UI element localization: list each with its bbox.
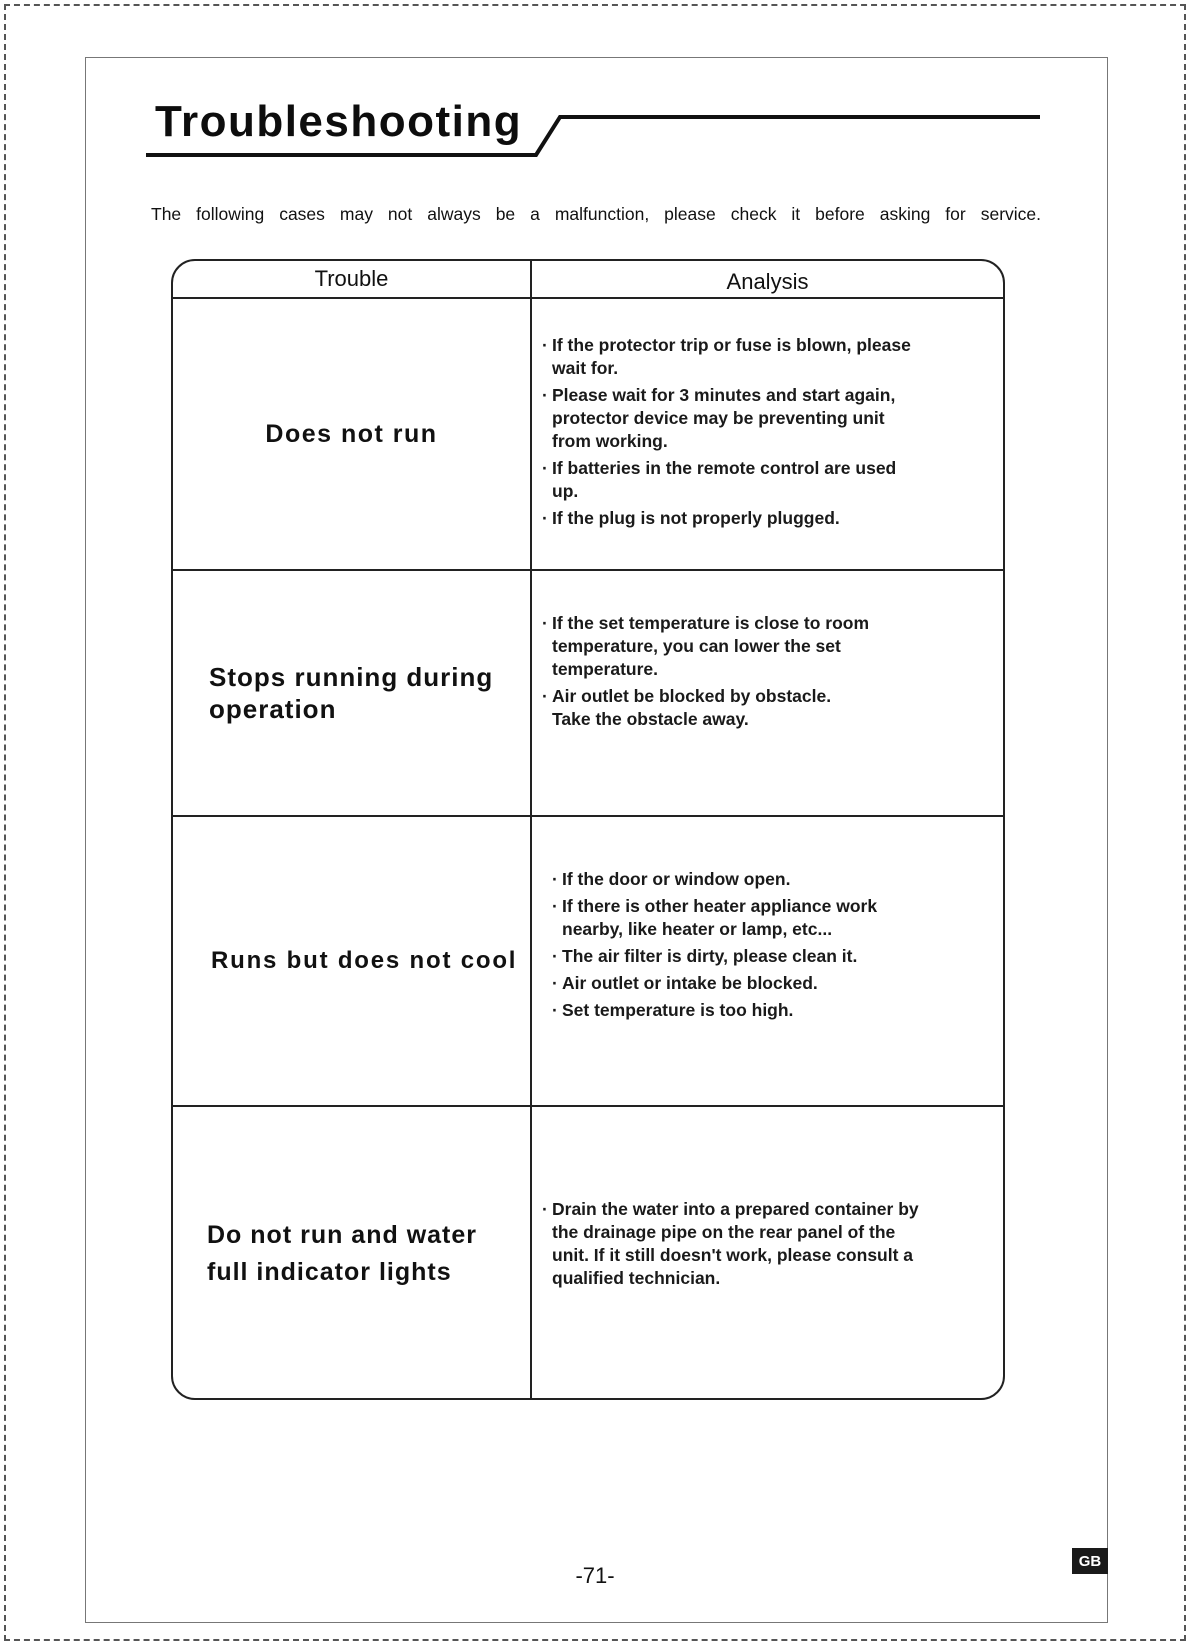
analysis-item: · Air outlet be blocked by obstacle. Take the obstacle away. (540, 685, 873, 731)
troubleshooting-table (171, 259, 1005, 1400)
analysis-item: · Drain the water into a prepared container by the drainage pipe on the rear panel of the unit. If it still doesn't work, please consult a qualified technician. (540, 1198, 933, 1290)
table-row-trouble (173, 299, 530, 569)
intro-text: The following cases may not always be a malfunction, please check it before asking for service. (151, 204, 1041, 224)
language-badge: GB (1072, 1548, 1108, 1574)
analysis-item: · Air outlet or intake be blocked. (550, 972, 923, 995)
table-row-analysis (532, 817, 1003, 1105)
analysis-list (540, 334, 923, 534)
trouble-label: Stops running during operation (209, 662, 494, 724)
table-row-analysis (532, 299, 1003, 569)
analysis-item: · The air filter is dirty, please clean it. (550, 945, 923, 968)
header-trouble: Trouble (314, 266, 389, 291)
table-row-analysis (532, 571, 1003, 815)
analysis-list (540, 612, 873, 735)
analysis-item: · If the protector trip or fuse is blown, please wait for. (540, 334, 923, 380)
trouble-label: Does not run (265, 419, 438, 448)
table-row-trouble (173, 571, 530, 815)
trouble-label: Do not run and water full indicator lights (207, 1220, 477, 1286)
page-number: -71- (575, 1563, 615, 1588)
analysis-item: · Set temperature is too high. (550, 999, 923, 1022)
header-analysis: Analysis (726, 269, 809, 294)
analysis-item: · Please wait for 3 minutes and start again, protector device may be preventing unit from working. (540, 384, 923, 453)
table-row-trouble (173, 817, 530, 1105)
trouble-label: Runs but does not cool (211, 947, 518, 974)
analysis-item: · If batteries in the remote control are used up. (540, 457, 923, 503)
analysis-list (540, 1198, 933, 1294)
analysis-item: · If the set temperature is close to room temperature, you can lower the set temperature. (540, 612, 873, 681)
analysis-item: · If the door or window open. (550, 868, 923, 891)
page-title: Troubleshooting (155, 97, 523, 146)
table-row-analysis (532, 1107, 1003, 1400)
analysis-list (550, 868, 923, 1026)
analysis-item: · If there is other heater appliance work nearby, like heater or lamp, etc... (550, 895, 923, 941)
table-row-trouble (173, 1107, 530, 1400)
analysis-item: · If the plug is not properly plugged. (540, 507, 923, 530)
